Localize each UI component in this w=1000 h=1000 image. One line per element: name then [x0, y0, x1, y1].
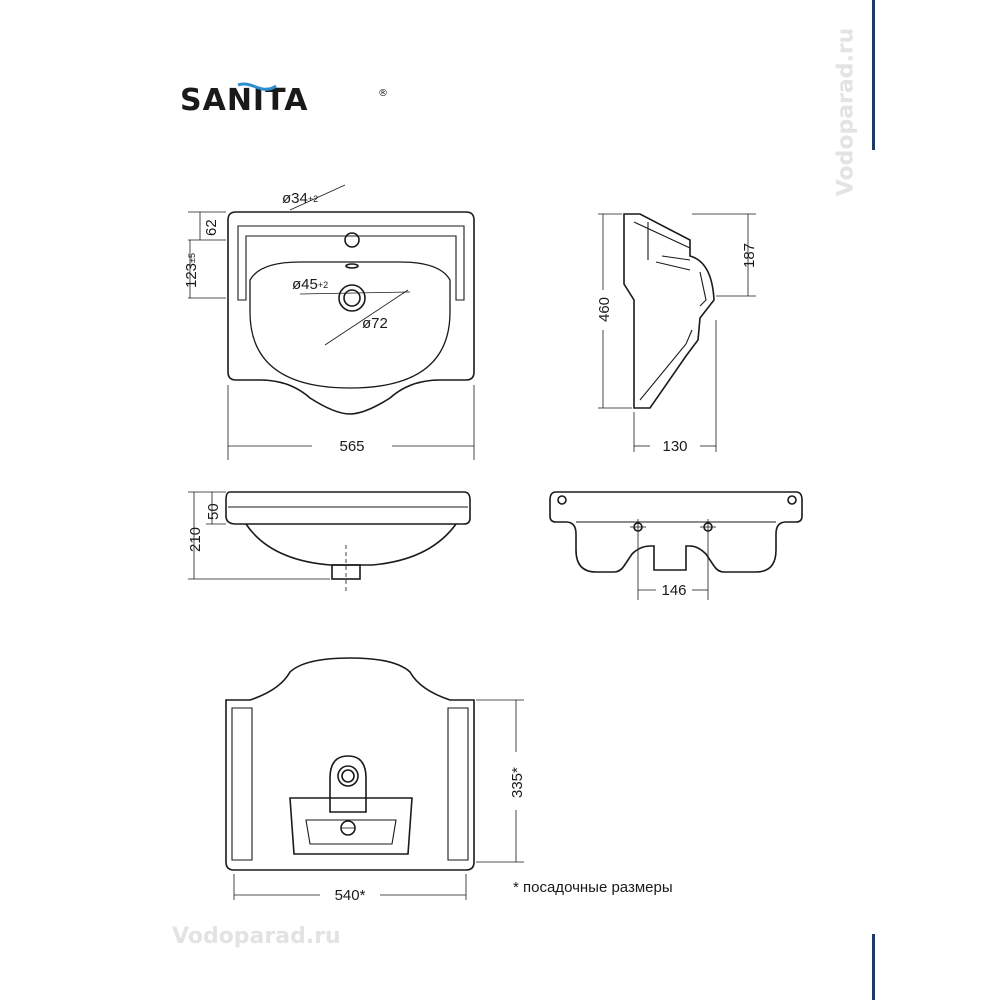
- dim-label-210: 210: [187, 526, 204, 552]
- dim-label-drain: ø72: [362, 315, 388, 332]
- overflow-slot: [346, 264, 358, 268]
- top-outline: [228, 212, 474, 414]
- drain-inner: [344, 290, 360, 306]
- watermark-right: Vodoparad.ru: [833, 27, 859, 197]
- side-view: [598, 214, 756, 452]
- mount-hole-left: [558, 496, 566, 504]
- divider-bar-top: [872, 0, 875, 150]
- front-bowl: [246, 524, 456, 565]
- front-view: [188, 492, 470, 592]
- back-outline: [550, 492, 802, 572]
- top-rim: [238, 226, 464, 300]
- top-view: [188, 185, 474, 460]
- dim-label-335: 335*: [509, 767, 526, 798]
- bottom-tap-housing: [330, 756, 366, 812]
- dim-label-tap-hole: ø34+2: [282, 190, 319, 207]
- dim-label-187: 187: [741, 242, 758, 268]
- bottom-tap-hole-outer: [338, 766, 358, 786]
- bottom-outline: [226, 658, 474, 870]
- dim-label-50: 50: [205, 503, 222, 520]
- dim-label-overflow: ø45+2: [292, 276, 329, 293]
- bottom-side-panel-right: [448, 708, 468, 860]
- registered-mark: ®: [378, 88, 388, 99]
- dim-label-62: 62: [203, 219, 220, 236]
- dim-label-565: 565: [339, 438, 365, 455]
- brand-name: SANITA: [180, 83, 309, 118]
- bottom-drain-well-inner: [306, 820, 396, 844]
- dim-label-146: 146: [661, 582, 687, 599]
- front-rim: [226, 492, 470, 524]
- bottom-view: [226, 658, 524, 900]
- dim-label-123: 123±5: [183, 253, 200, 288]
- drain-outer: [339, 285, 365, 311]
- watermark-bottom: Vodoparad.ru: [172, 924, 341, 949]
- bottom-side-panel-left: [232, 708, 252, 860]
- footnote-mounting-dimensions: * посадочные размеры: [513, 879, 673, 896]
- top-bowl: [250, 262, 450, 388]
- bottom-drain-well: [290, 798, 412, 854]
- dim-label-540: 540*: [334, 887, 366, 904]
- dim-label-130: 130: [662, 438, 688, 455]
- side-details: [634, 222, 706, 306]
- brand-logo: [180, 83, 388, 118]
- side-inner-curve: [640, 330, 692, 400]
- tap-hole: [345, 233, 359, 247]
- mount-hole-right: [788, 496, 796, 504]
- dim-label-460: 460: [596, 296, 613, 322]
- bottom-tap-hole-inner: [342, 770, 354, 782]
- drawings: [188, 185, 802, 900]
- side-outline: [624, 214, 714, 408]
- divider-bar-bottom: [872, 934, 875, 1000]
